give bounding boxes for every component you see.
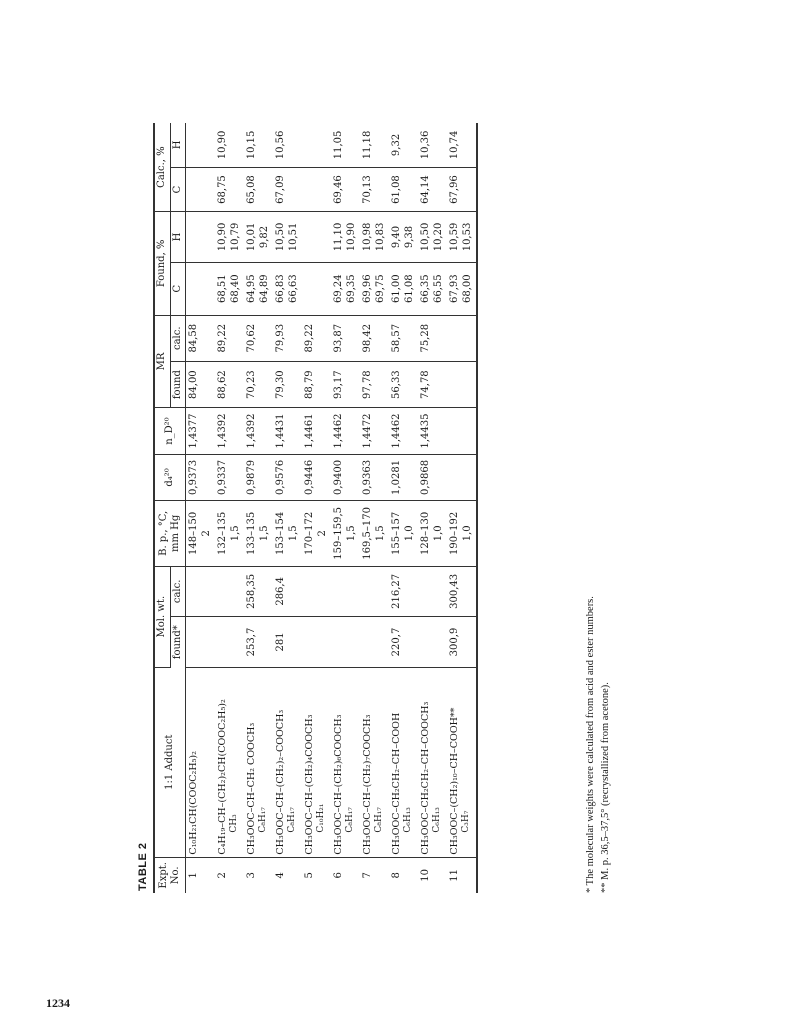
- table-row: [273, 123, 302, 893]
- adduct-substituent: C₆H₁₃: [431, 807, 442, 833]
- cell-h-calc: [186, 123, 216, 167]
- adduct-substituent: CH₃: [228, 814, 239, 833]
- cell-h-calc: 10,74: [447, 123, 477, 167]
- cell-c-found: 66,83 66,63: [273, 262, 302, 315]
- cell-mr-calc: 89,22: [215, 315, 244, 361]
- cell-adduct: [447, 667, 477, 857]
- cell-mr-calc: 93,87: [331, 315, 360, 361]
- cell-mr-found: 84,00: [186, 361, 216, 407]
- cell-bp: [186, 501, 216, 566]
- cell-mw-calc: [186, 566, 216, 617]
- cell-adduct: [389, 667, 418, 857]
- cell-adduct: [360, 667, 389, 857]
- header-adduct: 1:1 Adduct: [154, 667, 186, 857]
- cell-bp: [331, 501, 360, 566]
- cell-mw-found: [331, 617, 360, 668]
- cell-n: 1,4472: [360, 408, 389, 454]
- bp-pressure: 1,0: [432, 525, 444, 542]
- cell-d: 0,9363: [360, 454, 389, 500]
- cell-bp: [215, 501, 244, 566]
- cell-h-found: 9,40 9,38: [389, 212, 418, 263]
- cell-n: 1,4431: [273, 408, 302, 454]
- cell-d: 0,9879: [244, 454, 273, 500]
- cell-h-calc: 11,05: [331, 123, 360, 167]
- cell-c-calc: 67,09: [273, 167, 302, 211]
- cell-mw-calc: 216,27: [389, 566, 418, 617]
- adduct-formula: CH₃OOC–CH₂CH₂–CH–COOH: [391, 712, 402, 855]
- cell-mw-found: 281: [273, 617, 302, 668]
- cell-bp: [302, 501, 331, 566]
- bp-pressure: 1,5: [258, 525, 270, 542]
- table-row: [360, 123, 389, 893]
- adduct-formula: C₄H₁₉–CH–(CH₂)₂CH(COOC₂H₅)₂: [217, 699, 228, 855]
- bp-pressure: 1,0: [403, 525, 415, 542]
- cell-n: 1,4377: [186, 408, 216, 454]
- header-calc-pct: Calc., %: [154, 123, 170, 212]
- cell-adduct: [186, 667, 216, 857]
- cell-mr-calc: 70,62: [244, 315, 273, 361]
- cell-d: 0,9373: [186, 454, 216, 500]
- bp-pressure: 1,0: [461, 525, 473, 542]
- cell-mw-calc: [360, 566, 389, 617]
- adduct-formula: CH₃OOC–CH₂CH₂–CH–COOCH₃: [420, 701, 431, 855]
- header-found-pct: Found, %: [154, 212, 170, 315]
- table-row: [447, 123, 477, 893]
- cell-h-found: [186, 212, 216, 263]
- cell-bp: [447, 501, 477, 566]
- bp-range: 169,5–170: [362, 506, 373, 560]
- adduct-formula: CH₃OOC–(CH₂)₁₀–CH–COOH**: [449, 707, 460, 855]
- page-number: 1234: [46, 996, 70, 1010]
- header-mol-wt: Mol. wt.: [154, 566, 170, 667]
- cell-c-found: 68,51 68,40: [215, 262, 244, 315]
- footnote: ** M. p. 36,5–37,5° (recrystallized from acetone).: [600, 682, 612, 893]
- cell-n: 1,4392: [244, 408, 273, 454]
- rotated-table-region: [137, 123, 623, 893]
- cell-h-calc: 10,15: [244, 123, 273, 167]
- cell-mr-found: 56,33: [389, 361, 418, 407]
- cell-c-found: 66,35 66,55: [418, 262, 447, 315]
- header-expt: Expt. No.: [154, 857, 186, 893]
- cell-mr-calc: 79,93: [273, 315, 302, 361]
- cell-mr-found: 93,17: [331, 361, 360, 407]
- header-mr-found: found: [170, 361, 186, 407]
- cell-bp: [360, 501, 389, 566]
- adduct-substituent: C₃H₇: [460, 810, 471, 833]
- cell-n: 1,4392: [215, 408, 244, 454]
- data-table: [153, 123, 478, 893]
- adduct-formula: CH₃OOC–CH–CH₂ COOCH₃: [246, 722, 257, 855]
- cell-n: 1,4461: [302, 408, 331, 454]
- cell-mr-calc: 89,22: [302, 315, 331, 361]
- cell-h-found: 10,50 10,20: [418, 212, 447, 263]
- cell-c-calc: 64,14: [418, 167, 447, 211]
- cell-adduct: [273, 667, 302, 857]
- cell-c-calc: 67,96: [447, 167, 477, 211]
- cell-h-calc: 10,36: [418, 123, 447, 167]
- table-row: [389, 123, 418, 893]
- header-found-c: C: [170, 262, 186, 315]
- cell-c-found: 67,93 68,00: [447, 262, 477, 315]
- bp-pressure: 2: [200, 530, 212, 537]
- cell-bp: [273, 501, 302, 566]
- cell-mr-calc: 58,57: [389, 315, 418, 361]
- header-mr: MR: [154, 315, 170, 408]
- cell-mr-calc: 98,42: [360, 315, 389, 361]
- cell-c-calc: [186, 167, 216, 211]
- cell-h-calc: 9,32: [389, 123, 418, 167]
- cell-h-found: [302, 212, 331, 263]
- cell-mw-found: [215, 617, 244, 668]
- adduct-formula: CH₃OOC–CH–(CH₂)₄COOCH₃: [304, 714, 315, 855]
- cell-bp: [244, 501, 273, 566]
- cell-adduct: [302, 667, 331, 857]
- cell-n: 1,4435: [418, 408, 447, 454]
- adduct-substituent: C₈H₁₇: [344, 807, 355, 833]
- header-density: d₄²⁰: [154, 454, 186, 500]
- cell-c-found: 69,96 69,75: [360, 262, 389, 315]
- cell-expt-no: 5: [304, 872, 315, 879]
- cell-mw-calc: 300,43: [447, 566, 477, 617]
- cell-expt-no: 4: [275, 872, 286, 879]
- cell-d: 1,0281: [389, 454, 418, 500]
- header-calc-c: C: [170, 167, 186, 211]
- cell-mr-found: 88,62: [215, 361, 244, 407]
- cell-mr-calc: 75,28: [418, 315, 447, 361]
- adduct-formula: C₁₀H₂₁CH(COOC₂H₅)₂: [188, 751, 199, 855]
- cell-bp: [389, 501, 418, 566]
- bp-range: 155–157: [391, 511, 402, 555]
- header-found-h: H: [170, 212, 186, 263]
- cell-c-calc: 61,08: [389, 167, 418, 211]
- header-mol-calc: calc.: [170, 566, 186, 617]
- cell-adduct: [244, 667, 273, 857]
- cell-mw-found: 253,7: [244, 617, 273, 668]
- table-row: [302, 123, 331, 893]
- table-row: [186, 123, 216, 893]
- bp-pressure: 2: [316, 530, 328, 537]
- cell-mw-found: [360, 617, 389, 668]
- cell-c-found: [186, 262, 216, 315]
- cell-mw-calc: 286,4: [273, 566, 302, 617]
- adduct-substituent: C₈H₁₇: [257, 807, 268, 833]
- adduct-formula: CH₃OOC–CH–(CH₂)₂–COOCH₃: [275, 709, 286, 855]
- cell-bp: [418, 501, 447, 566]
- cell-mw-found: 220,7: [389, 617, 418, 668]
- cell-mw-calc: [331, 566, 360, 617]
- bp-range: 148–150: [188, 511, 199, 555]
- cell-h-found: 10,98 10,83: [360, 212, 389, 263]
- cell-c-found: 61,00 61,08: [389, 262, 418, 315]
- header-calc-h: H: [170, 123, 186, 167]
- cell-h-calc: 11,18: [360, 123, 389, 167]
- cell-n: 1,4462: [331, 408, 360, 454]
- cell-mr-calc: [447, 315, 477, 361]
- cell-expt-no: 8: [391, 872, 402, 879]
- cell-mr-found: 88,79: [302, 361, 331, 407]
- bp-range: 128–130: [420, 511, 431, 555]
- cell-adduct: [215, 667, 244, 857]
- header-mol-found: found*: [170, 617, 186, 668]
- bp-range: 153–154: [275, 511, 286, 555]
- bp-pressure: 1,5: [287, 525, 299, 542]
- cell-d: 0,9446: [302, 454, 331, 500]
- cell-mw-found: [418, 617, 447, 668]
- cell-expt-no: 2: [217, 872, 228, 879]
- cell-mw-found: [302, 617, 331, 668]
- cell-mw-found: [186, 617, 216, 668]
- cell-mw-calc: [302, 566, 331, 617]
- bp-pressure: 1,5: [345, 525, 357, 542]
- bp-range: 190–192: [449, 511, 460, 555]
- cell-mr-found: 79,30: [273, 361, 302, 407]
- cell-h-found: 10,50 10,51: [273, 212, 302, 263]
- cell-mr-calc: 84,58: [186, 315, 216, 361]
- cell-mr-found: 74,78: [418, 361, 447, 407]
- bp-pressure: 1,5: [374, 525, 386, 542]
- table-row: [331, 123, 360, 893]
- bp-range: 159–159,5: [333, 506, 344, 560]
- cell-n: [447, 408, 477, 454]
- cell-mw-calc: [418, 566, 447, 617]
- cell-c-calc: 65,08: [244, 167, 273, 211]
- cell-d: [447, 454, 477, 500]
- cell-c-found: 64,95 64,89: [244, 262, 273, 315]
- cell-c-calc: [302, 167, 331, 211]
- bp-pressure: 1,5: [229, 525, 241, 542]
- adduct-formula: CH₃OOC–CH–(CH₂)₇COOCH₃: [362, 714, 373, 855]
- cell-d: 0,9868: [418, 454, 447, 500]
- footnote: * The molecular weights were calculated from acid and ester numbers.: [585, 596, 596, 893]
- cell-expt-no: 11: [447, 857, 477, 893]
- bp-range: 132–135: [217, 511, 228, 555]
- bp-range: 170–172: [304, 511, 315, 555]
- cell-mr-found: [447, 361, 477, 407]
- cell-c-calc: 69,46: [331, 167, 360, 211]
- cell-expt-no: 6: [333, 872, 344, 879]
- cell-adduct: [418, 667, 447, 857]
- cell-h-calc: [302, 123, 331, 167]
- cell-c-calc: 68,75: [215, 167, 244, 211]
- cell-h-found: 10,59 10,53: [447, 212, 477, 263]
- bp-range: 133–135: [246, 511, 257, 555]
- header-mr-calc: calc.: [170, 315, 186, 361]
- header-bp: B. p., °C, mm Hg: [154, 501, 186, 566]
- adduct-substituent: C₈H₁₇: [286, 807, 297, 833]
- table-row: [418, 123, 447, 893]
- adduct-substituent: C₁₀H₂₁: [315, 803, 326, 833]
- cell-adduct: [331, 667, 360, 857]
- table-row: [244, 123, 273, 893]
- cell-c-found: 69,24 69,35: [331, 262, 360, 315]
- cell-n: 1,4462: [389, 408, 418, 454]
- cell-mr-found: 97,78: [360, 361, 389, 407]
- cell-d: 0,9576: [273, 454, 302, 500]
- cell-mw-found: 300,9: [447, 617, 477, 668]
- cell-expt-no: 1: [188, 872, 199, 879]
- cell-mw-calc: 258,35: [244, 566, 273, 617]
- table-caption: TABLE 2: [137, 842, 149, 891]
- cell-mw-calc: [215, 566, 244, 617]
- cell-h-found: 11,10 10,90: [331, 212, 360, 263]
- table-row: [215, 123, 244, 893]
- cell-h-found: 10,90 10,79: [215, 212, 244, 263]
- cell-expt-no: 3: [246, 872, 257, 879]
- cell-mr-found: 70,23: [244, 361, 273, 407]
- cell-d: 0,9337: [215, 454, 244, 500]
- cell-h-found: 10,01 9,82: [244, 212, 273, 263]
- adduct-substituent: C₆H₁₃: [402, 807, 413, 833]
- cell-c-calc: 70,13: [360, 167, 389, 211]
- cell-expt-no: 10: [420, 868, 431, 882]
- cell-c-found: [302, 262, 331, 315]
- cell-h-calc: 10,90: [215, 123, 244, 167]
- table-body: [186, 123, 478, 893]
- cell-d: 0,9400: [331, 454, 360, 500]
- footnotes: [583, 596, 613, 893]
- header-refractive-index: n_D²⁰: [154, 408, 186, 454]
- cell-expt-no: 7: [362, 872, 373, 879]
- cell-h-calc: 10,56: [273, 123, 302, 167]
- adduct-formula: CH₃OOC–CH–(CH₂)₆COOCH₃: [333, 714, 344, 855]
- adduct-substituent: C₈H₁₇: [373, 807, 384, 833]
